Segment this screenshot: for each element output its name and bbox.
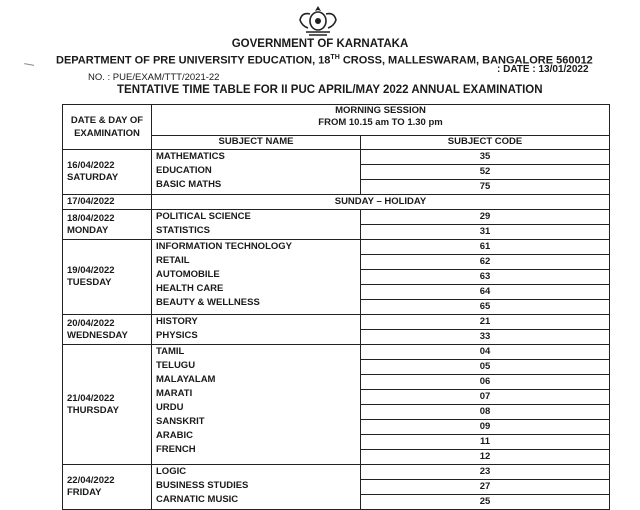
exam-day: MONDAY: [67, 224, 109, 236]
exam-date: 21/04/2022: [67, 392, 115, 404]
exam-date-cell: [63, 150, 152, 195]
code-cell: [361, 240, 610, 315]
document-date: : DATE : 13/01/2022: [497, 64, 589, 75]
subject-cell: [152, 465, 361, 510]
karnataka-emblem-icon: [296, 4, 340, 38]
subject-name: URDU: [156, 402, 184, 413]
timetable: [62, 104, 610, 510]
subject-name: FRENCH: [156, 444, 196, 455]
subject-name: INFORMATION TECHNOLOGY: [156, 241, 292, 252]
subject-code: 09: [361, 420, 609, 435]
table-row: [63, 315, 610, 345]
table-row: [63, 195, 610, 210]
subject-code: 06: [361, 375, 609, 390]
subject-name: MALAYALAM: [156, 374, 216, 385]
subject-code: 65: [479, 301, 491, 312]
exam-date-cell: [63, 345, 152, 465]
exam-date-cell: [63, 195, 152, 210]
table-header-row: [63, 105, 610, 136]
subject-code: 08: [361, 405, 609, 420]
exam-date: 17/04/2022: [67, 196, 115, 207]
subject-cell: [152, 150, 361, 195]
holiday-cell: SUNDAY – HOLIDAY: [152, 195, 610, 210]
subject-code: 21: [361, 315, 609, 330]
subject-name: TAMIL: [156, 346, 185, 357]
exam-date-cell: [63, 240, 152, 315]
subject-name: BEAUTY & WELLNESS: [156, 297, 260, 308]
subject-name: TELUGU: [156, 360, 196, 371]
subject-code: 62: [361, 255, 609, 270]
subject-name: HISTORY: [156, 316, 198, 327]
exam-date: 16/04/2022: [67, 160, 115, 171]
subject-name: PHYSICS: [156, 330, 198, 341]
table-row: [63, 465, 610, 510]
exam-date: 22/04/2022: [67, 475, 115, 486]
subject-name: CARNATIC MUSIC: [156, 494, 239, 505]
date-column-header: DATE & DAY OF EXAMINATION: [63, 105, 152, 150]
subject-name: LOGIC: [156, 466, 187, 477]
subject-cell: [152, 345, 361, 465]
exam-date: 20/04/2022: [67, 317, 115, 329]
subject-name: POLITICAL SCIENCE: [156, 211, 251, 222]
subject-name: RETAIL: [156, 255, 190, 266]
subject-name: BASIC MATHS: [156, 179, 222, 190]
timetable-title: TENTATIVE TIME TABLE FOR II PUC APRIL/MAY 2022 ANNUAL EXAMINATION: [117, 84, 543, 96]
subject-code: 12: [479, 451, 491, 462]
subject-code: 04: [361, 345, 609, 360]
code-cell: [361, 210, 610, 240]
subject-code: 33: [479, 331, 491, 342]
exam-date-cell: [63, 210, 152, 240]
exam-date: 19/04/2022: [67, 265, 115, 276]
subject-column-header: SUBJECT NAME: [152, 135, 361, 149]
government-title: GOVERNMENT OF KARNATAKA: [231, 38, 409, 50]
code-cell: [361, 150, 610, 195]
department-title: DEPARTMENT OF PRE UNIVERSITY EDUCATION, 18TH CROSS, MALLESWARAM, BANGALORE 560012: [56, 54, 593, 67]
table-row: [63, 210, 610, 240]
exam-day: THURSDAY: [67, 404, 119, 416]
subject-cell: [152, 240, 361, 315]
subject-code: 07: [361, 390, 609, 405]
subject-name: ARABIC: [156, 430, 193, 441]
reference-number: NO. : PUE/EXAM/TTT/2021-22: [88, 72, 220, 83]
subject-code: 64: [361, 285, 609, 300]
subject-name: BUSINESS STUDIES: [156, 480, 249, 491]
subject-code: 27: [361, 480, 609, 495]
subject-name: MARATI: [156, 388, 193, 399]
subject-code: 61: [361, 240, 609, 255]
exam-day: WEDNESDAY: [67, 329, 128, 341]
exam-date: 18/04/2022: [67, 212, 115, 224]
subject-code: 52: [361, 165, 609, 180]
exam-date-cell: [63, 315, 152, 345]
subject-code: 75: [479, 181, 491, 192]
scan-mark: [24, 63, 34, 68]
subject-name: STATISTICS: [156, 225, 211, 236]
table-row: [63, 150, 610, 195]
subject-code: 35: [361, 150, 609, 165]
subject-code: 23: [361, 465, 609, 480]
code-cell: [361, 345, 610, 465]
subject-cell: [152, 210, 361, 240]
session-header: MORNING SESSION FROM 10.15 am TO 1.30 pm: [152, 105, 610, 136]
subject-cell: [152, 315, 361, 345]
subject-name: EDUCATION: [156, 165, 212, 176]
subject-code: 05: [361, 360, 609, 375]
table-row: [63, 345, 610, 465]
subject-code: 63: [361, 270, 609, 285]
subject-code: 29: [361, 210, 609, 225]
subject-name: MATHEMATICS: [156, 151, 225, 162]
subject-code: 31: [479, 226, 491, 237]
subject-name: SANSKRIT: [156, 416, 205, 427]
code-cell: [361, 315, 610, 345]
table-row: [63, 240, 610, 315]
exam-day: TUESDAY: [67, 277, 112, 288]
subject-code: 11: [361, 435, 609, 450]
exam-day: SATURDAY: [67, 172, 119, 183]
exam-date-cell: [63, 465, 152, 510]
exam-day: FRIDAY: [67, 487, 102, 498]
subject-name: AUTOMOBILE: [156, 269, 220, 280]
code-cell: [361, 465, 610, 510]
code-column-header: SUBJECT CODE: [361, 135, 610, 149]
subject-name: HEALTH CARE: [156, 283, 224, 294]
subject-code: 25: [479, 496, 491, 507]
